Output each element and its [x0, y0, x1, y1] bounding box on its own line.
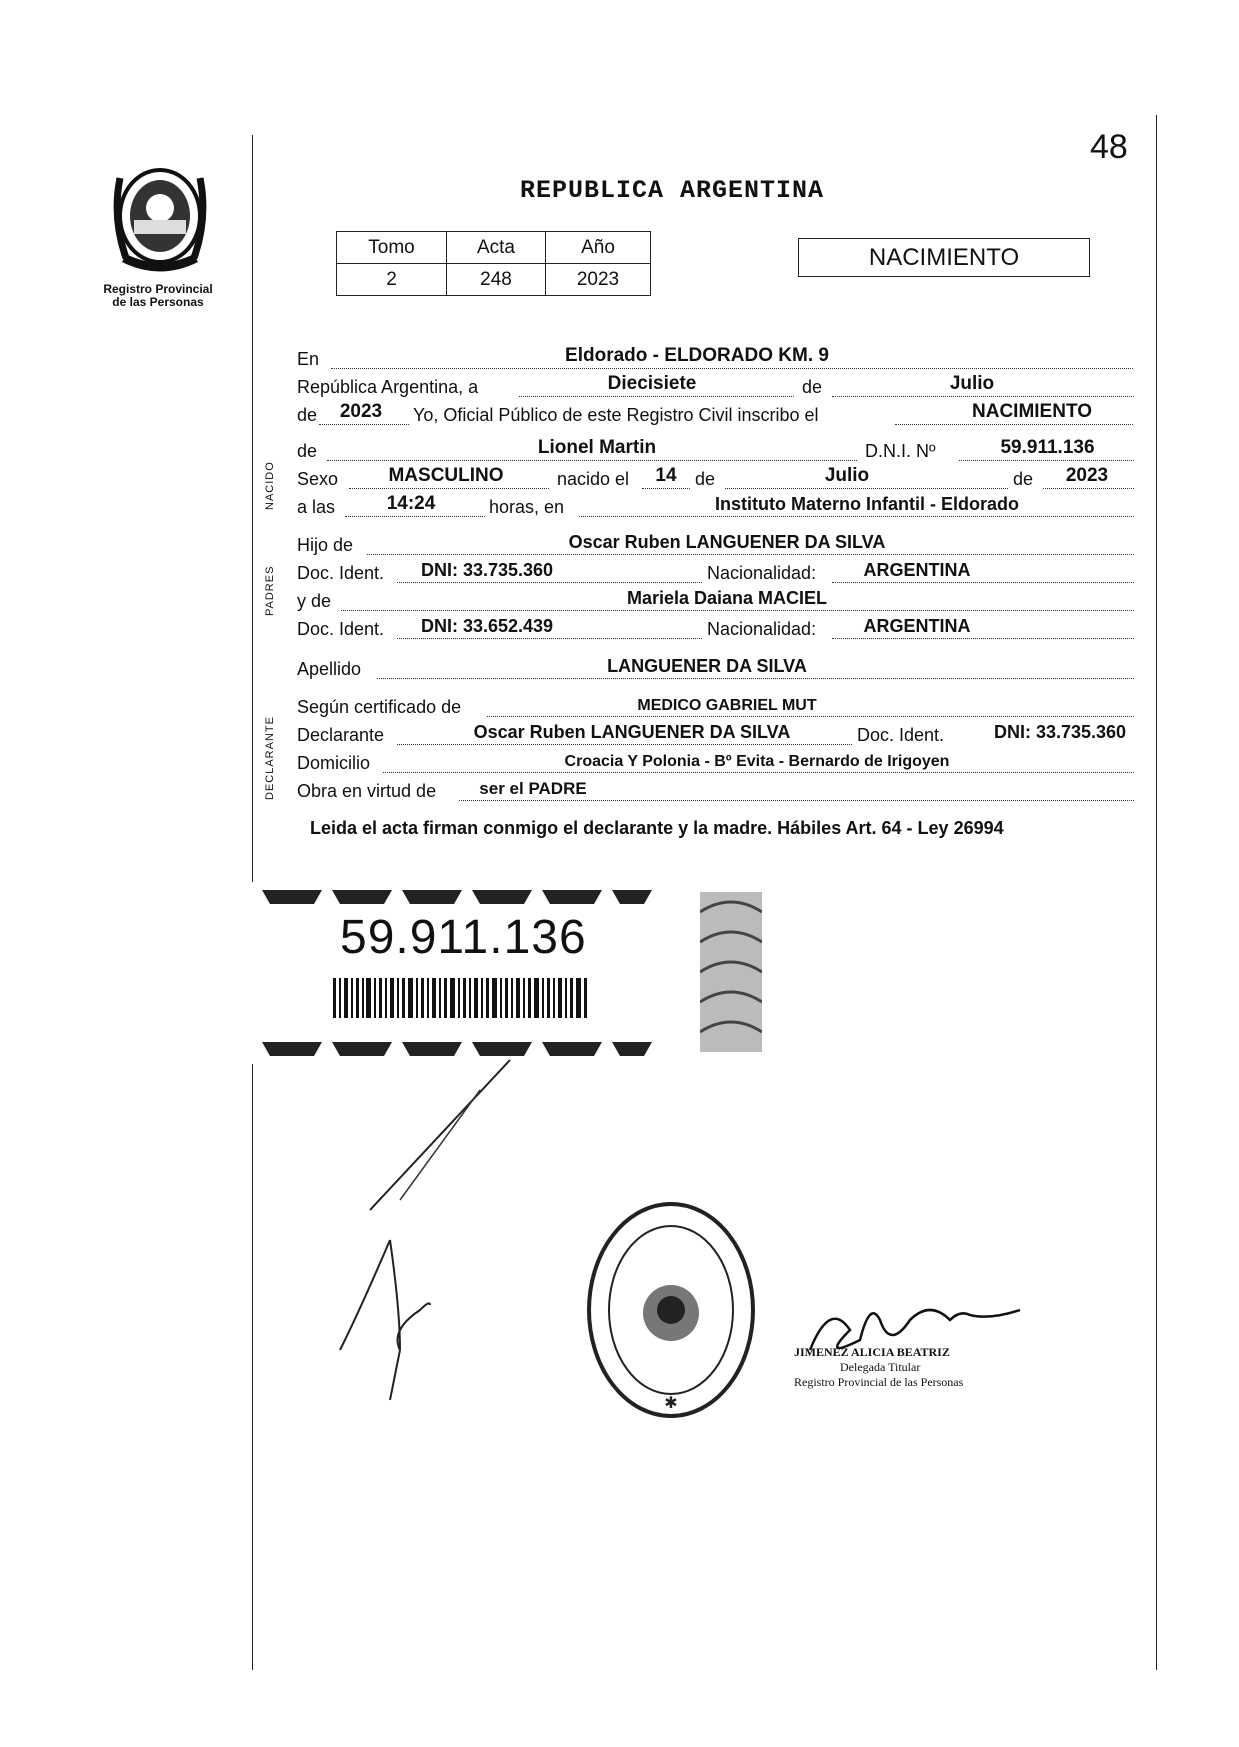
value-mes: Julio [949, 373, 995, 394]
provincial-emblem-icon [104, 158, 216, 276]
dots [519, 396, 794, 397]
label-nacido-el: nacido el [557, 469, 630, 489]
section-declarante: DECLARANTE [264, 716, 276, 800]
section-nacido: NACIDO [264, 461, 276, 510]
value-padre-nac: ARGENTINA [863, 560, 971, 580]
barcode [333, 978, 588, 1018]
dots [397, 582, 702, 583]
value-hora: 14:24 [386, 493, 436, 514]
value-dia: Diecisiete [607, 373, 697, 394]
tomo-value: 2 [337, 264, 447, 296]
security-pattern [700, 892, 762, 1052]
row-madre-doc [297, 614, 1137, 642]
row-hora [297, 492, 1137, 520]
value-padre-doc: DNI: 33.735.360 [420, 560, 554, 580]
label-nacionalidad-2: Nacionalidad: [707, 619, 817, 639]
section-padres: PADRES [264, 565, 276, 616]
acta-header: Acta [447, 232, 546, 264]
value-nac-mes: Julio [824, 465, 870, 486]
value-madre: Mariela Daiana MACIEL [626, 588, 828, 608]
value-anio: 2023 [339, 401, 383, 422]
registry-value-row [337, 264, 651, 296]
logo-line-1: Registro Provincial [103, 282, 213, 296]
act-type-box: NACIMIENTO [798, 238, 1090, 277]
document-title: REPUBLICA ARGENTINA [520, 176, 825, 205]
row-inscripcion [297, 400, 1137, 428]
logo-line-2: de las Personas [112, 295, 204, 309]
dots [397, 638, 702, 639]
label-yo-oficial: Yo, Oficial Público de este Registro Civil inscribo el [413, 405, 819, 425]
logo-org-text [92, 283, 224, 309]
dots [331, 368, 1133, 369]
row-declarante [297, 720, 1137, 748]
value-lugar-nac: Instituto Materno Infantil - Eldorado [715, 494, 1019, 514]
row-lugar [297, 344, 1137, 372]
label-de: de [802, 377, 823, 397]
value-madre-doc: DNI: 33.652.439 [420, 616, 554, 636]
dots [487, 716, 1134, 717]
dots [579, 516, 1134, 517]
row-sexo [297, 464, 1137, 492]
row-nombre [297, 436, 1137, 464]
label-nacionalidad: Nacionalidad: [707, 563, 817, 583]
dots [377, 678, 1134, 679]
dots [367, 554, 1134, 555]
dots [383, 772, 1134, 773]
dots [341, 610, 1134, 611]
value-declarante-doc: DNI: 33.735.360 [993, 722, 1127, 742]
row-apellido [297, 654, 1137, 682]
label-y-de: y de [297, 591, 332, 611]
dots [327, 460, 857, 461]
sticker-dni: 59.911.136 [340, 911, 587, 964]
label-declarante: Declarante [297, 725, 385, 745]
row-obra [297, 776, 1137, 804]
dots [349, 488, 549, 489]
dots [319, 424, 409, 425]
official-org: Registro Provincial de las Personas [794, 1375, 964, 1389]
value-dni: 59.911.136 [1000, 437, 1095, 458]
label-a-las: a las [297, 497, 336, 517]
label-doc-ident: Doc. Ident. [297, 563, 385, 583]
label-obra: Obra en virtud de [297, 781, 437, 801]
value-apellido: LANGUENER DA SILVA [607, 656, 807, 676]
tomo-header: Tomo [337, 232, 447, 264]
label-de3: de [1013, 469, 1034, 489]
value-nac-dia: 14 [655, 465, 677, 486]
svg-text:✱: ✱ [664, 1395, 678, 1412]
dots [832, 582, 1134, 583]
value-certificado: MEDICO GABRIEL MUT [637, 697, 817, 714]
dots [832, 396, 1134, 397]
label-dni: D.N.I. Nº [865, 441, 936, 461]
label-de-year: de [297, 405, 318, 425]
dots [832, 638, 1134, 639]
value-nac-anio: 2023 [1065, 465, 1109, 486]
value-lugar: Eldorado - ELDORADO KM. 9 [565, 345, 829, 366]
value-sexo: MASCULINO [388, 465, 504, 486]
row-padre [297, 530, 1137, 558]
dots [345, 516, 485, 517]
label-doc-ident-decl: Doc. Ident. [857, 725, 945, 745]
dots [642, 488, 690, 489]
value-obra: ser el PADRE [479, 779, 587, 798]
reading-note: Leida el acta firman conmigo el declarante y la madre. Hábiles Art. 64 - Ley 26994 [310, 818, 1004, 838]
row-padre-doc [297, 558, 1137, 586]
label-hijo-de: Hijo de [297, 535, 354, 555]
label-doc-ident-2: Doc. Ident. [297, 619, 385, 639]
official-stamp-text [794, 1345, 963, 1390]
label-apellido: Apellido [297, 659, 362, 679]
registry-header-row [337, 232, 651, 264]
label-domicilio: Domicilio [297, 753, 371, 773]
value-padre: Oscar Ruben LANGUENER DA SILVA [568, 532, 886, 552]
label-nacido-de: de [297, 441, 318, 461]
value-madre-nac: ARGENTINA [863, 616, 971, 636]
label-segun: Según certificado de [297, 697, 462, 717]
official-name: JIMENEZ ALICIA BEATRIZ [794, 1345, 950, 1359]
label-sexo: Sexo [297, 469, 339, 489]
label-republica: República Argentina, a [297, 377, 479, 397]
dots [959, 460, 1134, 461]
dots [459, 800, 1134, 801]
value-declarante: Oscar Ruben LANGUENER DA SILVA [473, 722, 791, 742]
declarant-signature-icon [330, 1050, 530, 1420]
acta-value: 248 [447, 264, 546, 296]
registry-table [336, 231, 651, 296]
right-margin-line [1156, 115, 1157, 1670]
row-domicilio [297, 748, 1137, 776]
row-certificado [297, 692, 1137, 720]
anio-header: Año [546, 232, 651, 264]
official-seal-icon [584, 1198, 758, 1422]
dots [895, 424, 1133, 425]
row-madre [297, 586, 1137, 614]
anio-value: 2023 [546, 264, 651, 296]
dots [1043, 488, 1134, 489]
dots [725, 488, 1008, 489]
dots [397, 744, 852, 745]
value-domicilio: Croacia Y Polonia - Bº Evita - Bernardo de Irigoyen [564, 753, 950, 770]
value-nombre: Lionel Martin [537, 437, 657, 458]
value-tipo: NACIMIENTO [972, 401, 1092, 422]
label-horas-en: horas, en [489, 497, 565, 517]
page-number: 48 [1090, 128, 1128, 166]
label-de2: de [695, 469, 716, 489]
official-role: Delegada Titular [840, 1360, 921, 1374]
label-en: En [297, 349, 320, 369]
row-fecha [297, 372, 1137, 400]
